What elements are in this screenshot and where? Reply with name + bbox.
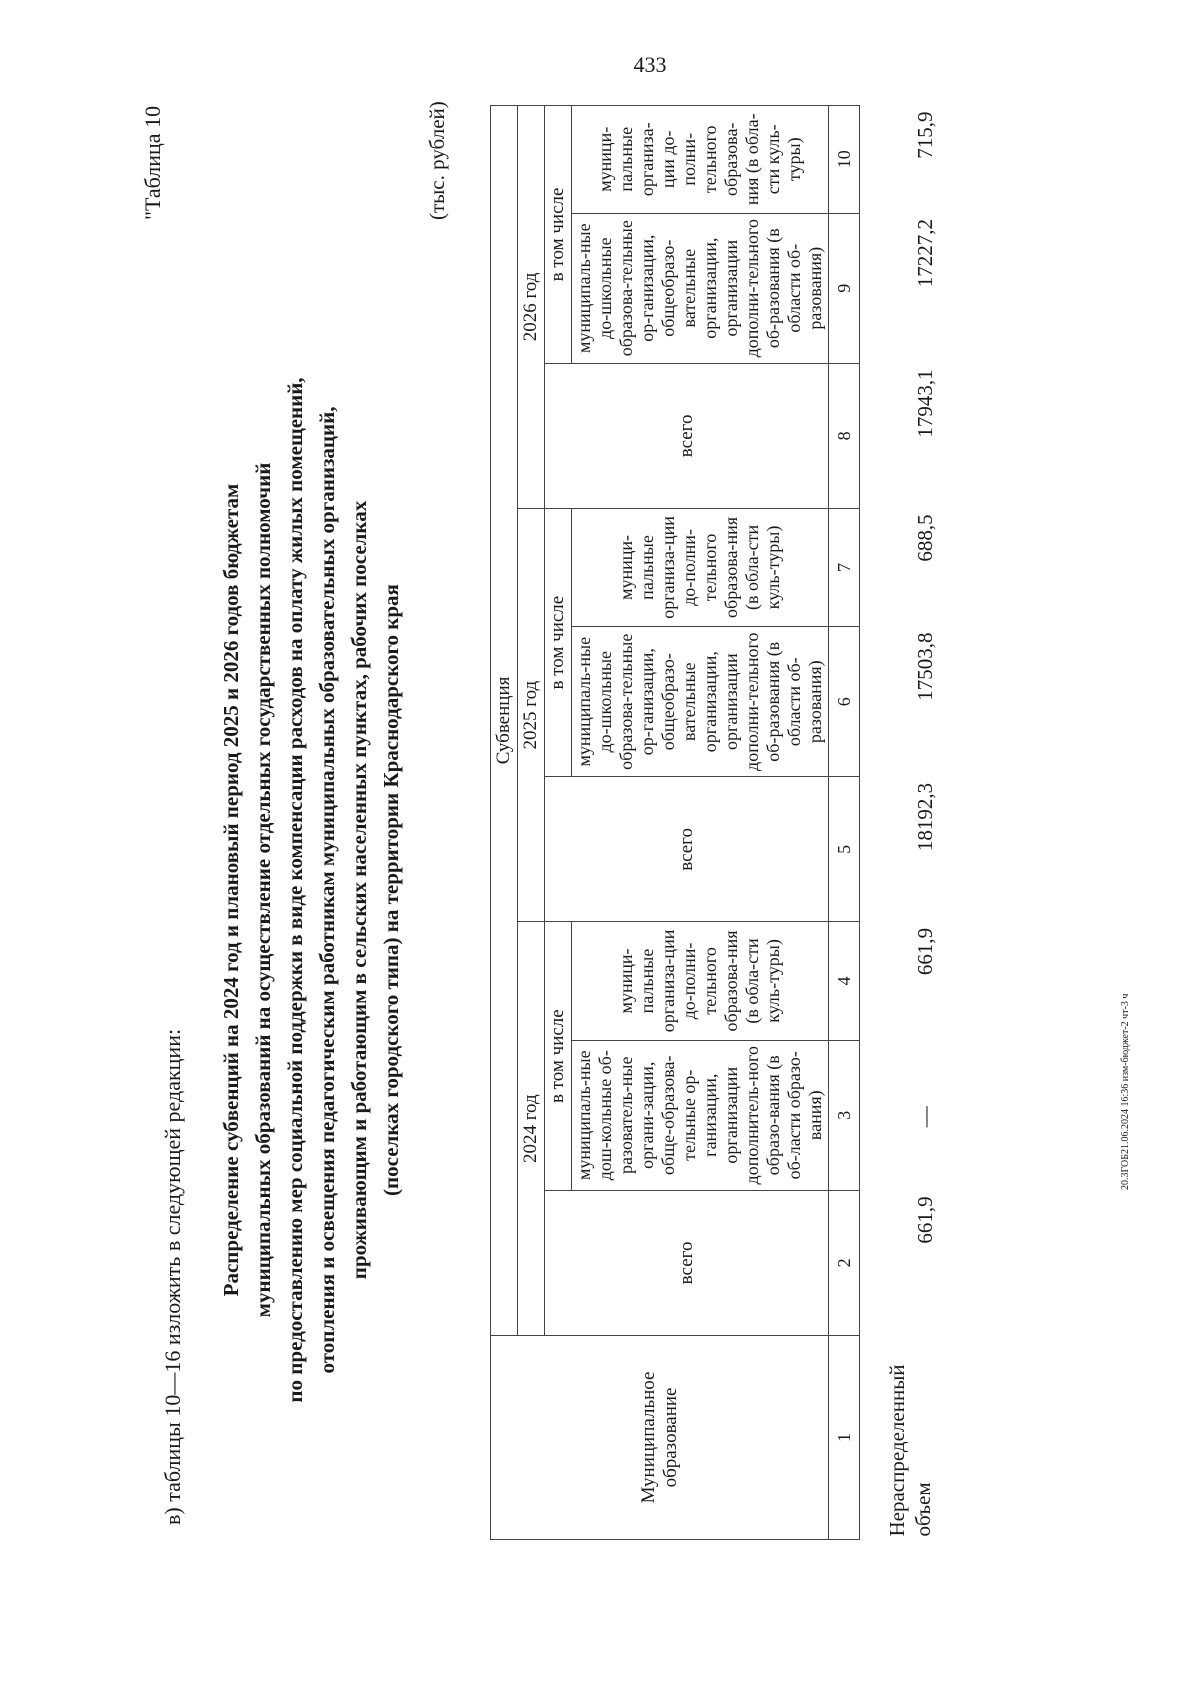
value-2026-edu: 17227,2 (913, 219, 937, 288)
table-label: "Таблица 10 (140, 105, 165, 220)
table-title (215, 270, 407, 1510)
title-line: по предоставлению мер социальной поддержки в виде компенсации расходов на оплату жилых помещений, (283, 377, 307, 1403)
table-row (860, 106, 941, 1540)
year-2024-header: 2024 год (518, 922, 545, 1336)
column-number: 3 (829, 1040, 860, 1190)
subvention-header: Субвенция (491, 106, 518, 1336)
value-2026-total: 17943,1 (913, 369, 937, 438)
value-2024-culture: 661,9 (913, 927, 937, 976)
total-header-2026: всего (545, 363, 829, 508)
header-row-years (518, 106, 545, 1540)
intro-text: в) таблицы 10—16 изложить в следующей редакции: (160, 1028, 185, 1525)
title-line: Распределение субвенций на 2024 год и плановый период 2025 и 2026 годов бюджетам (219, 483, 243, 1297)
edu-orgs-header-2024: муниципаль-ные дош-кольные об-разователь-ные органи-зации, обще-образова-тельные ор-ганизации, организации дополнитель-ного образо-вания (в об-ласти образо-вания) (572, 1040, 829, 1190)
header-row-including (545, 106, 572, 1540)
year-2026-header: 2026 год (518, 106, 545, 509)
value-2025-culture: 688,5 (913, 514, 937, 562)
edu-orgs-header-2025: муниципаль-ные до-школьные образова-тельные ор-ганизации, общеобразо-вательные организации, организации дополни-тельного об-разования (в области об-разования) (572, 627, 829, 777)
culture-orgs-header-2024: муници-пальные организа-ции до-полни-тельного образова-ния (в обла-сти куль-туры) (572, 922, 829, 1040)
total-header-2024: всего (545, 1190, 829, 1335)
column-number: 5 (829, 777, 860, 922)
culture-orgs-header-2026: муници-пальные организа-ции до-полни-тельного образова-ния (в обла-сти куль-туры) (572, 106, 829, 214)
including-header-2026: в том числе (545, 106, 572, 364)
unit-label: (тыс. рублей) (425, 101, 449, 220)
title-line: проживающим и работающим в сельских населенных пунктах, рабочих поселках (347, 500, 371, 1280)
value-2025-edu: 17503,8 (913, 632, 937, 701)
column-number: 9 (829, 213, 860, 363)
column-number: 2 (829, 1190, 860, 1335)
column-number: 6 (829, 627, 860, 777)
year-2025-header: 2025 год (518, 508, 545, 922)
column-number: 4 (829, 922, 860, 1040)
footer-stamp: 20.3ГОБ21.06.2024 16:36 изм-бюджет-2 чт-3 ч (1120, 993, 1131, 1190)
row-label: Нераспределенный объем (885, 1364, 935, 1537)
column-number-row (829, 106, 860, 1540)
edu-orgs-header-2026: муниципаль-ные до-школьные образова-тельные ор-ганизации, общеобразо-вательные организации, организации дополни-тельного об-разования (в области об-разования) (572, 213, 829, 363)
including-header-2024: в том числе (545, 922, 572, 1191)
title-line: отопления и освещения педагогическим работникам муниципальных образовательных организаций, (315, 406, 339, 1374)
culture-orgs-header-2025: муници-пальные организа-ции до-полни-тельного образова-ния (в обла-сти куль-туры) (572, 508, 829, 626)
value-2024-total: 661,9 (913, 1196, 937, 1244)
column-number: 7 (829, 508, 860, 626)
value-2025-total: 18192,3 (913, 782, 937, 852)
column-number: 8 (829, 363, 860, 508)
header-row-subvention (491, 106, 518, 1540)
column-number: 1 (829, 1335, 860, 1539)
title-line: (поселках городского типа) на территории Краснодарского края (379, 584, 403, 1196)
title-line: муниципальных образований на осуществление отдельных государственных полномочий (251, 462, 275, 1318)
subvention-table (490, 105, 940, 1540)
column-number: 10 (829, 106, 860, 214)
including-header-2025: в том числе (545, 508, 572, 777)
value-2026-culture: 715,9 (913, 111, 937, 159)
rotated-page-content (40, 80, 1150, 1640)
total-header-2025: всего (545, 777, 829, 922)
page-number: 433 (633, 52, 667, 77)
value-2024-edu: — (913, 1106, 937, 1128)
municipality-header: Муниципальное образование (491, 1335, 829, 1539)
